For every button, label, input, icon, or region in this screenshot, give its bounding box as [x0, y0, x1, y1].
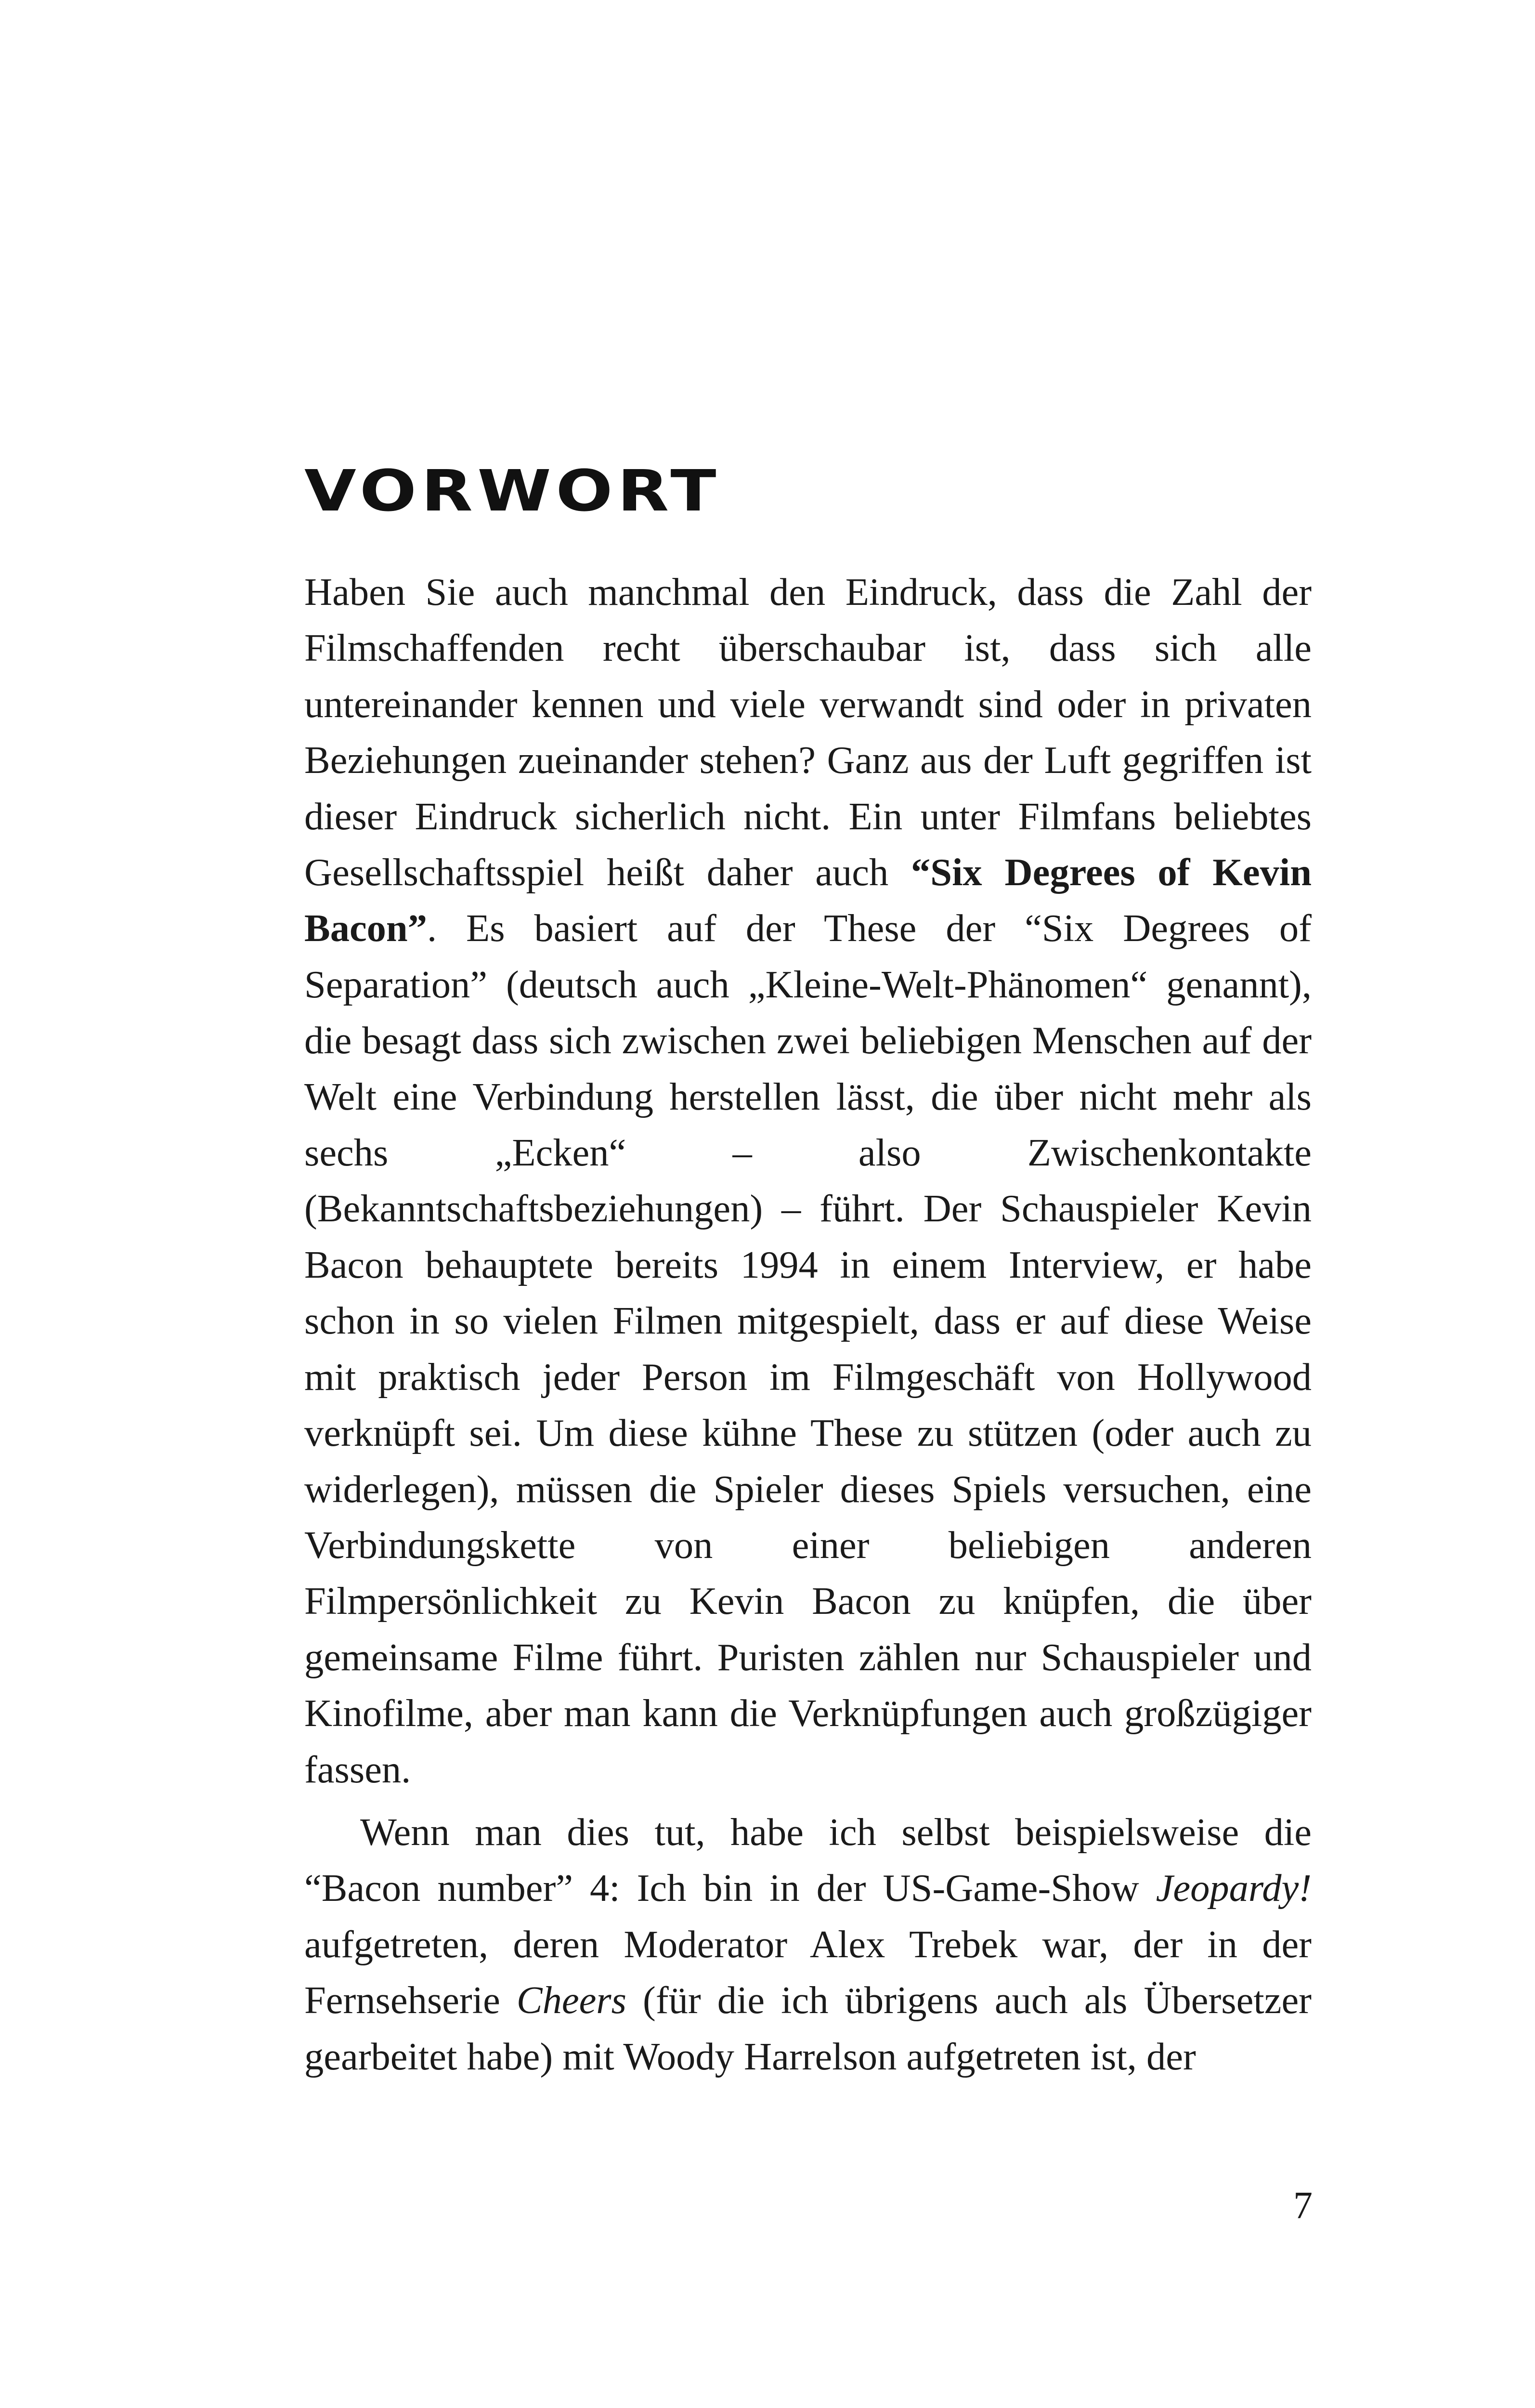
text-run: aufgetreten, deren Moderator Alex Trebek war, der in der Fernsehserie — [304, 1923, 1312, 2022]
text-run: Haben Sie auch manchmal den Eindruck, dass die Zahl der Filmschaffenden recht überschaubar ist, dass sich alle untereinander kennen und viele verwandt sind oder in privaten Beziehungen zueinander stehen? Ganz aus der Luft gegriffen ist dieser Eindruck sicherlich nicht. Ein unter Filmfans beliebtes Gesellschaftsspiel heißt daher auch — [304, 571, 1312, 894]
text-run: Wenn man dies tut, habe ich selbst beispielsweise die “Bacon number” 4: Ich bin in der US-Game-Show — [304, 1810, 1312, 1910]
text-run: (für die ich übrigens auch als Übersetzer gearbeitet habe) mit Woody Harrelson aufgetreten ist, der — [304, 1979, 1312, 2078]
paragraph-1 — [304, 564, 1312, 1798]
text-run: . Es basiert auf der These der “Six Degrees of Separation” (deutsch auch „Kleine-Welt-Phänomen“ genannt), die besagt dass sich zwischen zwei beliebigen Menschen auf der Welt eine Verbindung herstellen lässt, die über nicht mehr als sechs „Ecken“ – also Zwischenkontakte (Bekanntschaftsbeziehungen) – führt. Der Schauspieler Kevin Bacon behauptete bereits 1994 in einem Interview, er habe schon in so vielen Filmen mitgespielt, dass er auf diese Weise mit praktisch jeder Person im Filmgeschäft von Hollywood verknüpft sei. Um diese kühne These zu stützen (oder auch zu widerlegen), müssen die Spieler dieses Spiels versuchen, eine Verbindungskette von einer beliebigen anderen Filmpersönlichkeit zu Kevin Bacon zu knüpfen, die über gemeinsame Filme führt. Puristen zählen nur Schauspieler und Kinofilme, aber man kann die Verknüpfungen auch großzügiger fassen. — [304, 907, 1312, 1791]
italic-title: Cheers — [516, 1979, 626, 2022]
italic-title: Jeopardy! — [1156, 1867, 1312, 1910]
bold-phrase: “Six Degrees of Kevin Bacon” — [304, 851, 1312, 950]
chapter-heading: VORWORT — [304, 458, 721, 524]
paragraph-2 — [304, 1805, 1312, 2085]
page-number: 7 — [1293, 2185, 1313, 2227]
body-text — [304, 564, 1312, 2085]
